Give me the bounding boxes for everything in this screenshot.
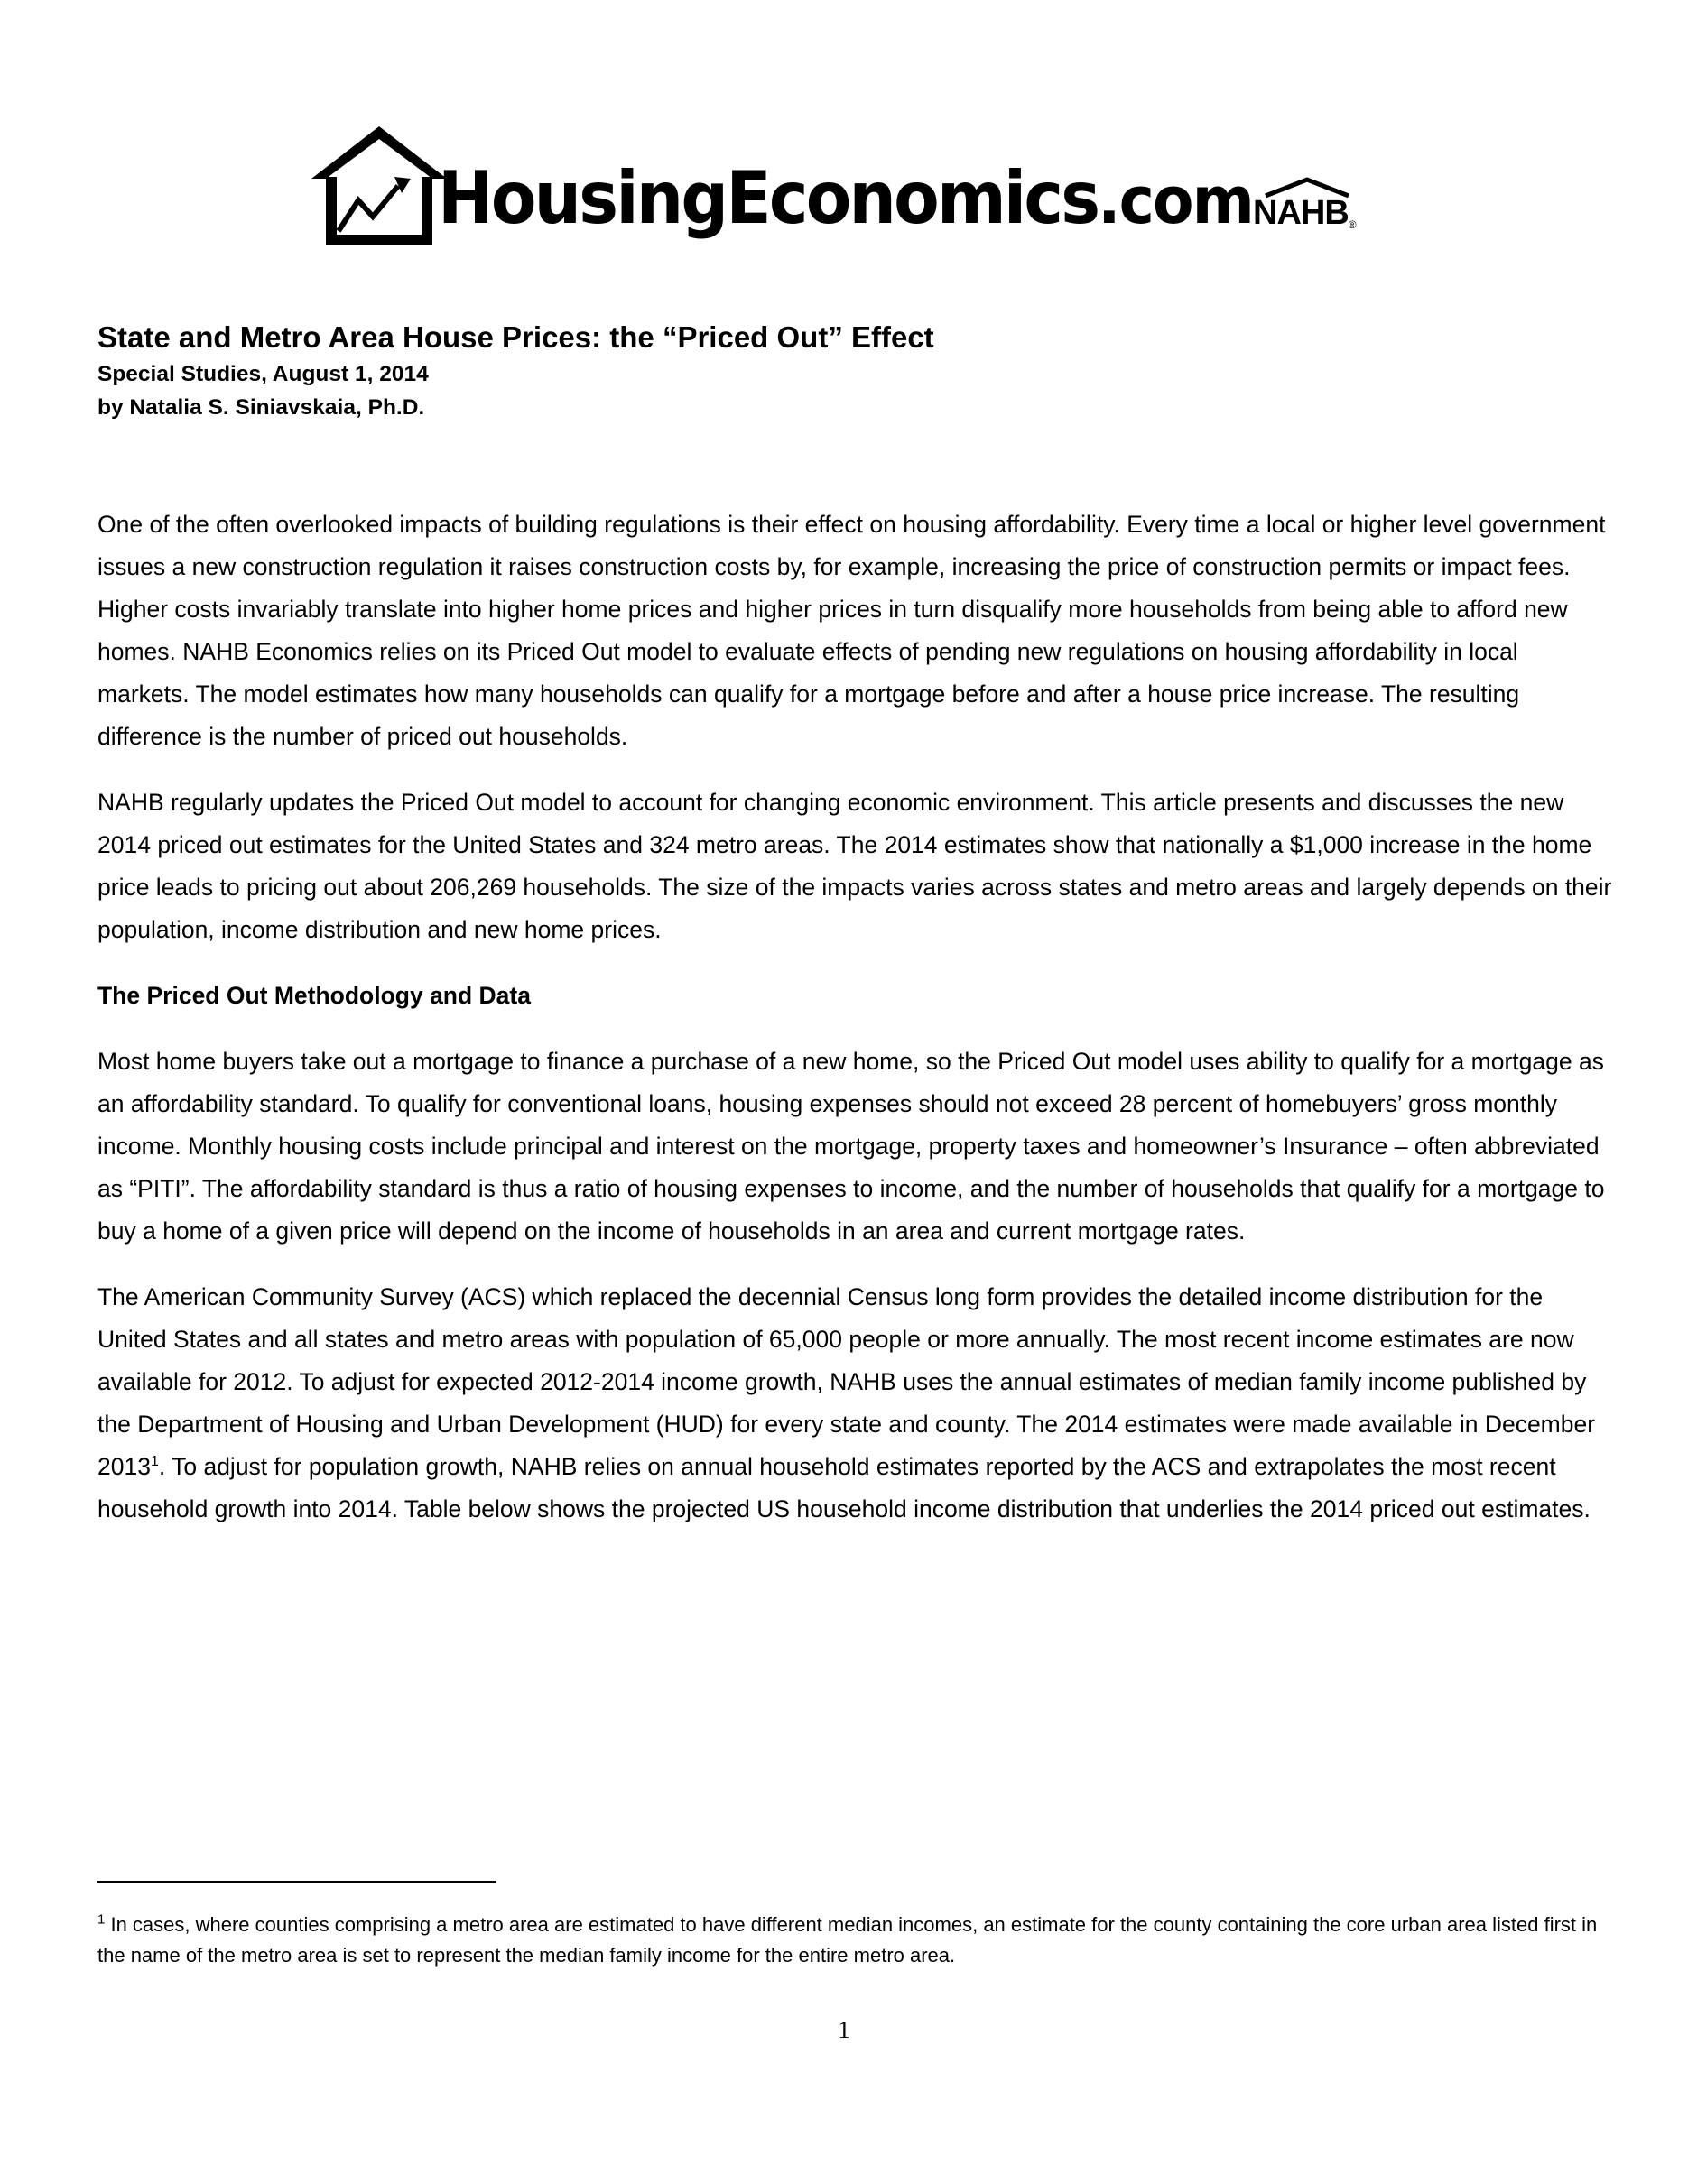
registered-mark: ® <box>1348 218 1356 231</box>
page-number: 1 <box>838 2016 850 2043</box>
paragraph-update: NAHB regularly updates the Priced Out model to account for changing economic environment. This article presents and discusses the new 2014 priced out estimates for the United States and 324 metro areas. The 2014 estimates show that nationally a $1,000 increase in the home price leads to pricing out about 206,269 households. The size of the impacts varies across states and metro areas and largely depends on their population, income distribution and new home prices. <box>97 789 1612 943</box>
brand-main: HousingEconomics <box>438 156 1099 240</box>
article-header <box>97 318 1596 424</box>
article-title: State and Metro Area House Prices: the “Priced Out” Effect <box>97 320 934 354</box>
paragraph-methodology: Most home buyers take out a mortgage to finance a purchase of a new home, so the Priced Out model uses ability to qualify for a mortgage as an affordability standard. To qualify for conventional loans, housing expenses should not exceed 28 percent of homebuyers’ gross monthly income. Monthly housing costs include principal and interest on the mortgage, property taxes and homeowner’s Insurance – often abbreviated as “PITI”. The affordability standard is thus a ratio of housing expenses to income, and the number of households that qualify for a mortgage to buy a home of a given price will depend on the income of households in an area and current mortgage rates. <box>97 1048 1605 1245</box>
footnote-reference[interactable]: 1 <box>150 1454 159 1470</box>
paragraph-data-text: The American Community Survey (ACS) which replaced the decennial Census long form provides the detailed income distribution for the United States and all states and metro areas with population of 65,000 people or more annually. The most recent income estimates are now available for 2012. To adjust for expected 2012-2014 income growth, NAHB uses the annual estimates of median family income published by the Department of Housing and Urban Development (HUD) for every state and county. The 2014 estimates were made available in December 2013 <box>97 1283 1596 1480</box>
brand-suffix: .com <box>1098 162 1253 238</box>
footnote-text: In cases, where counties comprising a metro area are estimated to have different median incomes, an estimate for the county containing the core urban area listed first in the name of the metro area is set to represent the median family income for the entire metro area. <box>97 1913 1598 1967</box>
brand-name <box>438 156 1253 240</box>
nahb-wordmark: NAHB <box>1253 194 1349 232</box>
nahb-logo <box>1253 176 1370 244</box>
article-body <box>97 504 1614 1554</box>
series-date: Special Studies, August 1, 2014 <box>97 362 429 386</box>
section-heading: The Priced Out Methodology and Data <box>97 982 531 1009</box>
masthead <box>311 126 1377 262</box>
paragraph-intro: One of the often overlooked impacts of building regulations is their effect on housing affordability. Every time a local or higher level government issues a new construction regulation it raises construction costs by, for example, increasing the price of construction permits or impact fees. Higher costs invariably translate into higher home prices and higher prices in turn disqualify more households from being able to afford new homes. NAHB Economics relies on its Priced Out model to evaluate effects of pending new regulations on housing affordability in local markets. The model estimates how many households can qualify for a mortgage before and after a house price increase. The resulting difference is the number of priced out households. <box>97 511 1606 750</box>
paragraph-data-text-continued: . To adjust for population growth, NAHB relies on annual household estimates reported by the ACS and extrapolates the most recent household growth into 2014. Table below shows the projected US household income distribution that underlies the 2014 priced out estimates. <box>97 1453 1591 1522</box>
footnote-divider <box>97 1881 496 1883</box>
paragraph-data <box>97 1276 1614 1531</box>
footnote-marker: 1 <box>97 1911 106 1928</box>
footnote <box>97 1910 1614 1971</box>
byline: by Natalia S. Siniavskaia, Ph.D. <box>97 395 425 420</box>
house-chart-icon <box>311 126 447 248</box>
